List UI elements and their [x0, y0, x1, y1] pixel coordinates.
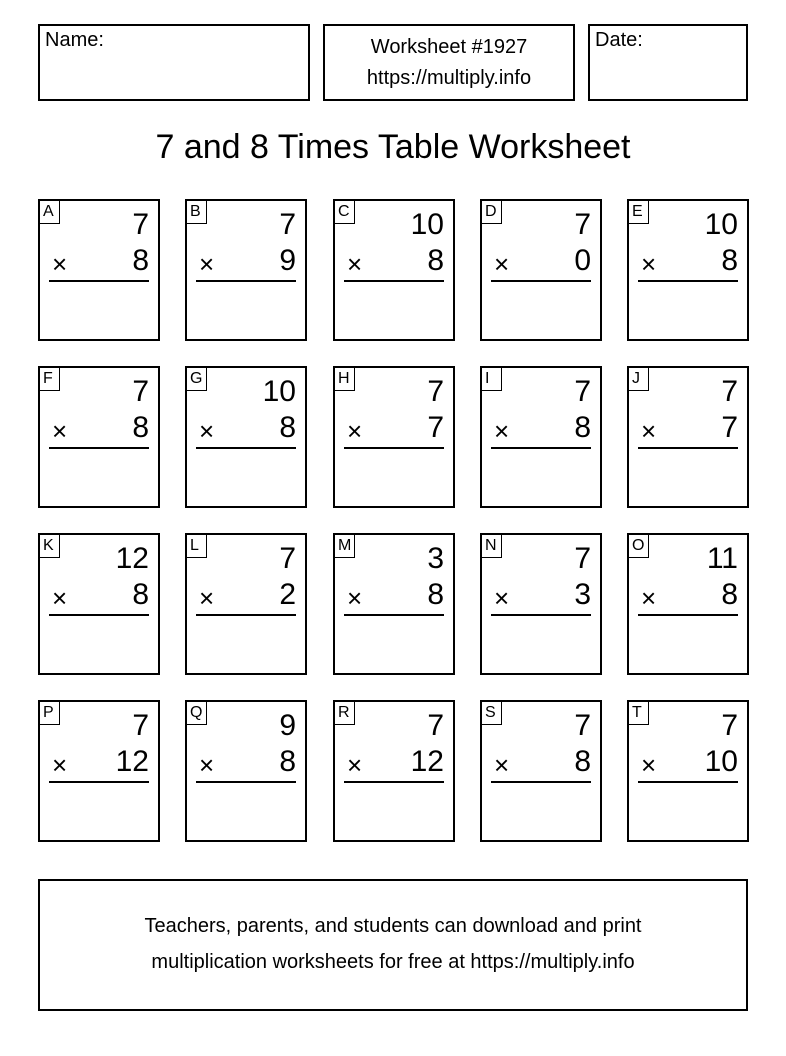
- name-field[interactable]: [38, 24, 310, 101]
- multiplicand: 12: [115, 542, 149, 575]
- problem-card: [38, 700, 160, 842]
- multiplicand: 7: [427, 375, 444, 408]
- worksheet-number: Worksheet #1927: [370, 36, 528, 58]
- times-sign: ×: [641, 750, 657, 780]
- answer-space[interactable]: [196, 786, 296, 834]
- answer-line: [491, 614, 591, 616]
- problem-card: [185, 366, 307, 508]
- times-sign: ×: [641, 249, 657, 279]
- worksheet-info-box: [323, 24, 575, 101]
- times-sign: ×: [347, 750, 363, 780]
- problem-letter: P: [40, 702, 60, 725]
- answer-space[interactable]: [344, 786, 444, 834]
- problem-letter: C: [335, 201, 355, 224]
- answer-line: [49, 447, 149, 449]
- answer-space[interactable]: [196, 619, 296, 667]
- problem-card: [333, 366, 455, 508]
- problem-letter: I: [482, 368, 502, 391]
- times-sign: ×: [199, 583, 215, 613]
- problem-card: [333, 199, 455, 341]
- problem-card: [185, 533, 307, 675]
- answer-line: [344, 280, 444, 282]
- date-field[interactable]: [588, 24, 748, 101]
- answer-line: [196, 280, 296, 282]
- multiplicand: 3: [427, 542, 444, 575]
- multiplicand: 7: [574, 375, 591, 408]
- multiplier: 2: [279, 578, 296, 611]
- problem-letter: F: [40, 368, 60, 391]
- worksheet-url: https://multiply.info: [366, 67, 532, 89]
- answer-space[interactable]: [49, 786, 149, 834]
- problem-letter: R: [335, 702, 355, 725]
- answer-line: [196, 447, 296, 449]
- answer-space[interactable]: [344, 452, 444, 500]
- answer-line: [49, 280, 149, 282]
- answer-space[interactable]: [49, 619, 149, 667]
- times-sign: ×: [494, 249, 510, 279]
- answer-space[interactable]: [344, 619, 444, 667]
- answer-space[interactable]: [638, 452, 738, 500]
- multiplicand: 7: [574, 208, 591, 241]
- multiplicand: 10: [704, 208, 738, 241]
- answer-line: [638, 614, 738, 616]
- problem-letter: H: [335, 368, 355, 391]
- footer-notice: [38, 879, 748, 1011]
- answer-line: [196, 614, 296, 616]
- multiplicand: 7: [721, 375, 738, 408]
- multiplicand: 7: [279, 542, 296, 575]
- page-title: 7 and 8 Times Table Worksheet: [155, 128, 631, 166]
- multiplier: 8: [721, 578, 738, 611]
- problem-card: [627, 700, 749, 842]
- multiplier: 8: [427, 578, 444, 611]
- answer-space[interactable]: [491, 285, 591, 333]
- multiplier: 3: [574, 578, 591, 611]
- answer-space[interactable]: [49, 285, 149, 333]
- answer-space[interactable]: [638, 786, 738, 834]
- problem-card: [627, 199, 749, 341]
- problem-card: [333, 533, 455, 675]
- times-sign: ×: [199, 416, 215, 446]
- problem-letter: Q: [187, 702, 207, 725]
- problem-letter: E: [629, 201, 649, 224]
- times-sign: ×: [494, 416, 510, 446]
- date-label: Date:: [595, 29, 643, 51]
- answer-line: [344, 447, 444, 449]
- answer-line: [196, 781, 296, 783]
- problem-card: [627, 533, 749, 675]
- answer-line: [491, 280, 591, 282]
- name-label: Name:: [45, 29, 104, 51]
- answer-space[interactable]: [196, 452, 296, 500]
- problem-card: [480, 199, 602, 341]
- problem-letter: T: [629, 702, 649, 725]
- multiplicand: 7: [132, 375, 149, 408]
- multiplier: 8: [132, 411, 149, 444]
- answer-space[interactable]: [49, 452, 149, 500]
- times-sign: ×: [52, 583, 68, 613]
- problem-letter: O: [629, 535, 649, 558]
- times-sign: ×: [347, 416, 363, 446]
- answer-line: [491, 781, 591, 783]
- multiplicand: 7: [132, 709, 149, 742]
- answer-space[interactable]: [491, 452, 591, 500]
- problem-card: [38, 366, 160, 508]
- times-sign: ×: [52, 249, 68, 279]
- answer-space[interactable]: [491, 619, 591, 667]
- multiplier: 8: [574, 411, 591, 444]
- multiplier: 8: [279, 745, 296, 778]
- multiplier: 7: [721, 411, 738, 444]
- problem-letter: L: [187, 535, 207, 558]
- answer-space[interactable]: [638, 285, 738, 333]
- multiplicand: 7: [721, 709, 738, 742]
- footer-line-1: Teachers, parents, and students can download and print: [144, 915, 642, 937]
- multiplier: 8: [721, 244, 738, 277]
- problem-grid: [38, 199, 749, 842]
- answer-space[interactable]: [196, 285, 296, 333]
- problem-card: [480, 533, 602, 675]
- multiplicand: 7: [427, 709, 444, 742]
- times-sign: ×: [494, 750, 510, 780]
- times-sign: ×: [347, 249, 363, 279]
- answer-line: [49, 781, 149, 783]
- answer-line: [344, 781, 444, 783]
- multiplier: 8: [427, 244, 444, 277]
- problem-card: [333, 700, 455, 842]
- answer-line: [344, 614, 444, 616]
- answer-line: [491, 447, 591, 449]
- multiplier: 8: [279, 411, 296, 444]
- problem-letter: A: [40, 201, 60, 224]
- problem-card: [480, 700, 602, 842]
- multiplicand: 7: [132, 208, 149, 241]
- footer-line-2: multiplication worksheets for free at https://multiply.info: [151, 951, 635, 973]
- problem-card: [480, 366, 602, 508]
- problem-letter: S: [482, 702, 502, 725]
- multiplicand: 7: [279, 208, 296, 241]
- answer-line: [638, 781, 738, 783]
- problem-card: [38, 533, 160, 675]
- answer-space[interactable]: [491, 786, 591, 834]
- problem-card: [627, 366, 749, 508]
- multiplicand: 7: [574, 542, 591, 575]
- multiplicand: 9: [279, 709, 296, 742]
- problem-letter: D: [482, 201, 502, 224]
- multiplier: 9: [279, 244, 296, 277]
- problem-card: [185, 700, 307, 842]
- answer-space[interactable]: [344, 285, 444, 333]
- times-sign: ×: [199, 249, 215, 279]
- answer-line: [638, 280, 738, 282]
- problem-letter: N: [482, 535, 502, 558]
- problem-letter: G: [187, 368, 207, 391]
- multiplier: 8: [574, 745, 591, 778]
- times-sign: ×: [347, 583, 363, 613]
- times-sign: ×: [641, 583, 657, 613]
- multiplier: 0: [574, 244, 591, 277]
- problem-letter: J: [629, 368, 649, 391]
- times-sign: ×: [52, 750, 68, 780]
- problem-letter: M: [335, 535, 355, 558]
- problem-letter: B: [187, 201, 207, 224]
- multiplicand: 11: [706, 542, 738, 575]
- multiplicand: 10: [262, 375, 296, 408]
- multiplier: 10: [704, 745, 738, 778]
- times-sign: ×: [199, 750, 215, 780]
- multiplicand: 7: [574, 709, 591, 742]
- answer-space[interactable]: [638, 619, 738, 667]
- problem-card: [38, 199, 160, 341]
- multiplier: 12: [115, 745, 149, 778]
- multiplier: 12: [410, 745, 444, 778]
- multiplier: 8: [132, 244, 149, 277]
- times-sign: ×: [494, 583, 510, 613]
- answer-line: [49, 614, 149, 616]
- multiplier: 7: [427, 411, 444, 444]
- times-sign: ×: [641, 416, 657, 446]
- answer-line: [638, 447, 738, 449]
- problem-letter: K: [40, 535, 60, 558]
- multiplicand: 10: [410, 208, 444, 241]
- times-sign: ×: [52, 416, 68, 446]
- multiplier: 8: [132, 578, 149, 611]
- problem-card: [185, 199, 307, 341]
